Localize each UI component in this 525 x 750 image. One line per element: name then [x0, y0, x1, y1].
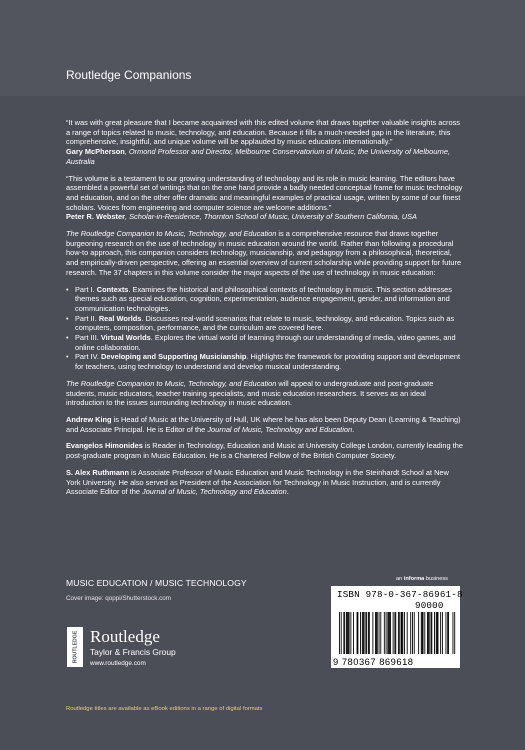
description-text: is a comprehensive resource that draws together burgeoning research on the use of technology in music education around the world. Rather than following a procedural how-to approach, this companion considers technology, musicianship, and pedagogy from a philosophical, theoretical, and empirically-driven perspective, offering an essential overview of current scholarship while providing support for future research. The 37 chapters in this volume consider the major aspects of the use of technology in music education:: [66, 229, 462, 277]
quote-2-author: Peter R. Webster: [66, 212, 126, 222]
publisher-name: Routledge: [90, 627, 160, 646]
barcode-bar: [442, 612, 443, 654]
barcode-bar: [362, 612, 363, 654]
barcode-bar: [410, 612, 411, 654]
part-prefix: Part II.: [75, 313, 99, 323]
barcode-bar: [404, 612, 405, 654]
barcode-bar: [387, 612, 388, 654]
part-name: Contexts: [96, 284, 129, 294]
ebook-note: Routledge titles are available as eBook editions in a range of digital formats: [66, 706, 263, 712]
barcode-bar: [368, 612, 369, 654]
publisher-url: www.routledge.com: [90, 660, 146, 667]
barcode-bar: [445, 612, 446, 654]
barcode-bar: [347, 612, 348, 654]
part-text: . Highlights the framework for providing support and development for teachers, using technology to understand and develop musical understanding.: [75, 352, 461, 372]
barcode-bar: [428, 612, 429, 654]
barcode-bar: [357, 612, 358, 654]
barcode-bar: [389, 612, 390, 654]
barcode-bar: [395, 612, 396, 654]
quote-1-role: , Ormond Professor and Director, Melbourne Conservatorium of Music, the University of Melbourne, Australia: [66, 147, 451, 166]
editor-name: S. Alex Ruthmann: [66, 467, 129, 477]
publisher-group: Taylor & Francis Group: [90, 647, 176, 657]
barcode-bar: [344, 612, 345, 654]
barcode-digits: 9 780367 869618: [333, 656, 414, 667]
editor-text: is Head of Music at the University of Hull, UK where he has also been Deputy Dean (Learning & Teaching) and Associate Principal. He is Editor of the: [66, 414, 461, 434]
barcode-bar: [427, 612, 428, 654]
barcode-bar: [339, 612, 340, 654]
barcode-bar: [424, 612, 425, 654]
informa-suffix: business: [424, 576, 448, 582]
cover-image-credit: Cover image: qoppi/Shutterstock.com: [66, 595, 171, 602]
barcode-bar: [399, 612, 400, 654]
barcode-bar: [423, 612, 424, 654]
part-name: Developing and Supporting Musicianship: [101, 352, 247, 362]
description-book-title: The Routledge Companion to Music, Technology, and Education: [66, 229, 277, 239]
subject-category: MUSIC EDUCATION / MUSIC TECHNOLOGY: [66, 578, 247, 588]
barcode-bar: [418, 612, 419, 654]
editor-name: Evangelos Himonides: [66, 441, 143, 451]
barcode-bar: [422, 612, 423, 654]
barcode-bar: [357, 612, 358, 654]
barcode-bar: [454, 612, 455, 654]
barcode-bar: [343, 612, 344, 654]
barcode-bar: [366, 612, 367, 654]
barcode-bar: [349, 612, 350, 654]
barcode-bar: [434, 612, 435, 654]
editor-end: .: [286, 487, 289, 497]
barcode-bar: [364, 612, 365, 654]
isbn-label: ISBN 978-0-367-86961-8: [337, 589, 463, 600]
quote-2-text: “This volume is a testament to our growing understanding of technology and its role in music learning. The editors have assembled a powerful set of writings that on the one hand provide a badly needed conceptual frame for music technology and education, and on the other offer dramatic and meaningful examples of practical usage, written by some of our finest scholars. Voices from engineering and computer science are welcome additions.”: [66, 173, 463, 212]
barcode-bar: [365, 612, 366, 654]
series-title: Routledge Companions: [66, 68, 192, 82]
barcode-bar: [363, 612, 364, 654]
barcode-bar: [379, 612, 380, 654]
barcode-bar: [447, 612, 448, 654]
barcode-bar: [448, 612, 449, 654]
barcode-bar: [414, 612, 415, 654]
barcode-bar: [412, 612, 413, 654]
part-text: . Examines the historical and philosophical contexts of technology in music. This section addresses themes such as special education, cognition, experimentation, audience engagement, gender, and information and communication technologies.: [75, 284, 452, 313]
barcode-bar: [386, 612, 387, 654]
barcode-bar: [372, 612, 373, 654]
barcode-bar: [437, 612, 438, 654]
barcode-bar: [398, 612, 399, 654]
quote-1-author: Gary McPherson: [66, 147, 125, 157]
barcode-bar: [440, 612, 441, 654]
part-name: Real Worlds: [98, 313, 142, 323]
barcode-bar: [350, 612, 351, 654]
barcode-bar: [431, 612, 432, 654]
barcode-bar: [380, 612, 381, 654]
barcode-bar: [453, 612, 454, 654]
audience-book-title: The Routledge Companion to Music, Technology, and Education: [66, 378, 277, 388]
quote-2-role: , Scholar-in-Residence, Thornton School of Music, University of Southern California, USA: [125, 212, 417, 222]
audience-text: will appeal to undergraduate and post-graduate students, music educators, teacher training specialists, and music education researchers. It serves as an ideal introduction to the issues surrounding technology in music education.: [66, 378, 434, 408]
barcode-bar: [369, 612, 370, 654]
barcode-bar: [353, 612, 354, 654]
editor-name: Andrew King: [66, 414, 112, 424]
quote-1-text: “It was with great pleasure that I became acquainted with this edited volume that draws together valuable insights across a range of topics related to music, technology, and education. Because it fills a much-needed gap in the literature, this comprehensive, insightful, and unique volume will be applauded by music educators internationally.”: [66, 118, 460, 147]
editor-end: .: [352, 424, 355, 434]
editor-journal: Journal of Music, Technology and Education: [207, 424, 353, 434]
barcode-bar: [341, 612, 342, 654]
part-prefix: Part III.: [75, 333, 101, 343]
barcode-bar: [402, 612, 403, 654]
editor-text: is Associate Professor of Music Education and Music Technology in the Steinhardt School at New York University. He also served as President of the Association for Technology in Music Instruction, and is currently Associate Editor of the: [66, 467, 449, 497]
barcode-bar: [388, 612, 389, 654]
barcode-bar: [421, 612, 422, 654]
barcode-bar: [438, 612, 439, 654]
price-code: 90000: [415, 600, 444, 611]
editor-text: is Reader in Technology, Education and Music at University College London, currently leading the post-graduate program in Music Education. He is a Chartered Fellow of the British Computer Society.: [66, 441, 463, 461]
part-text: . Explores the virtual world of learning through our understanding of media, video games, and online collaboration.: [75, 333, 456, 352]
barcode-bar: [390, 612, 391, 654]
part-prefix: Part IV.: [75, 352, 102, 362]
barcode-bar: [346, 612, 347, 654]
part-prefix: Part I.: [75, 284, 97, 294]
barcode-bar: [377, 612, 378, 654]
barcode-bar: [375, 612, 376, 654]
barcode-bar: [394, 612, 395, 654]
barcode-bar: [429, 612, 430, 654]
part-name: Virtual Worlds: [100, 333, 151, 343]
informa-prefix: an: [396, 576, 404, 582]
barcode-bar: [436, 612, 437, 654]
barcode-bar: [431, 612, 432, 654]
barcode-bar: [384, 612, 385, 654]
barcode-bar: [348, 612, 349, 654]
barcode-bar: [360, 612, 361, 654]
part-text: . Discusses real-world scenarios that relate to music, technology, and education. Topics such as computers, composition, performance, and the curriculum are covered here.: [75, 313, 455, 333]
editor-journal: Journal of Music, Technology and Education: [142, 487, 287, 497]
barcode-bar: [376, 612, 377, 654]
informa-brand: informa: [403, 576, 425, 582]
barcode-bar: [393, 612, 394, 654]
barcode-bar: [401, 612, 402, 654]
barcode-bar: [407, 612, 408, 654]
routledge-mark-text: ROUTLEDGE: [72, 630, 79, 664]
barcode-bar: [401, 612, 402, 654]
